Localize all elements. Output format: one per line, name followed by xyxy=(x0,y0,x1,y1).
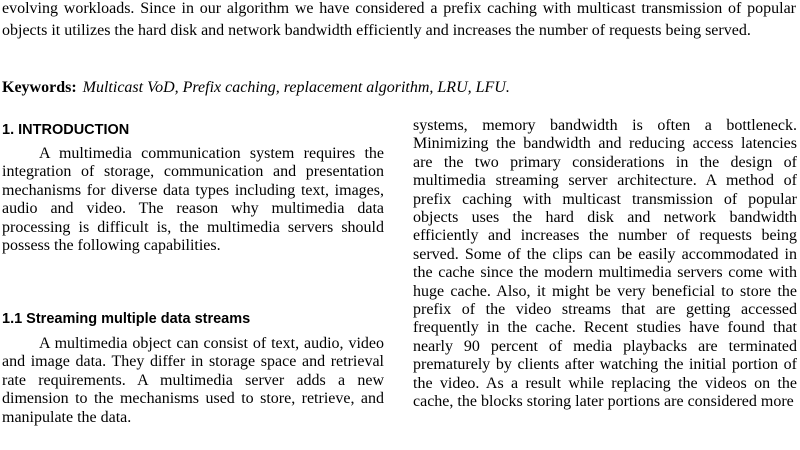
left-column-streaming xyxy=(2,335,384,427)
left-column-intro xyxy=(2,145,384,255)
keywords-line xyxy=(2,77,796,99)
introduction-paragraph: A multimedia communication system requires the integration of storage, communication and presentation mechanisms for diverse data types including text, images, audio and video. The reason why multimedia data processing is difficult is, the multimedia servers should possess the following capabilities. xyxy=(2,145,384,255)
abstract-tail-paragraph: evolving workloads. Since in our algorithm we have considered a prefix caching with multicast transmission of popular objects it utilizes the hard disk and network bandwidth efficiently and increases the number of requests being served. xyxy=(2,0,796,39)
streaming-subheading: 1.1 Streaming multiple data streams xyxy=(2,311,251,327)
introduction-heading: 1. INTRODUCTION xyxy=(2,122,130,138)
streaming-paragraph: A multimedia object can consist of text, audio, video and image data. They differ in storage space and retrieval rate requirements. A multimedia server adds a new dimension to the mechanisms used to store, retrieve, and manipulate the data. xyxy=(2,335,384,426)
keywords-label: Keywords: xyxy=(2,79,77,96)
keywords-value: Multicast VoD, Prefix caching, replacement algorithm, LRU, LFU. xyxy=(82,79,510,96)
right-column xyxy=(413,117,797,412)
right-column-paragraph: systems, memory bandwidth is often a bottleneck. Minimizing the bandwidth and reducing access latencies are the two primary considerations in the design of multimedia streaming server architecture. A method of prefix caching with multicast transmission of popular objects uses the hard disk and network bandwidth efficiently and increases the number of requests being served. Some of the clips can be easily accommodated in the cache since the modern multimedia servers come with huge cache. Also, it might be very beneficial to store the prefix of the video streams that are getting accessed frequently in the cache. Recent studies have found that nearly 90 percent of media playbacks are terminated prematurely by clients after watching the initial portion of the video. As a result while replacing the videos on the cache, the blocks storing later portions are considered more xyxy=(413,117,797,411)
